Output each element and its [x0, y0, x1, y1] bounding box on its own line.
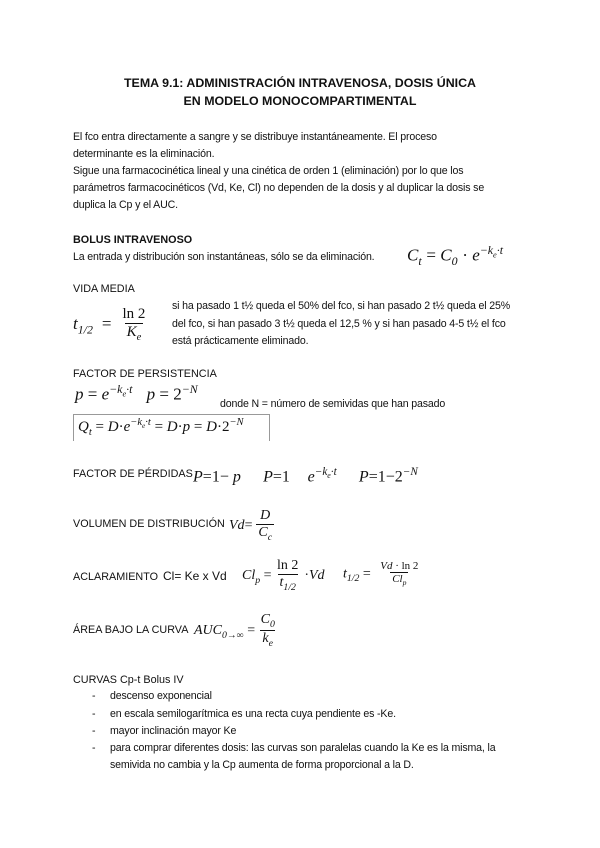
persistencia-heading: FACTOR DE PERSISTENCIA [73, 368, 217, 380]
bolus-formula: $C_t = C_0 \cdot e^{-k_e\cdot t}$ [407, 243, 504, 269]
intro-line-2: determinante es la eliminación. [73, 148, 215, 160]
persistencia-note: donde N = número de semividas que han pasado [220, 398, 446, 410]
page-subtitle: EN MODELO MONOCOMPARTIMENTAL [183, 94, 417, 108]
aclaramiento-heading: ACLARAMIENTO [73, 571, 158, 583]
bullet-dash: - [92, 725, 96, 737]
bullet-dash: - [92, 742, 96, 754]
volumen-heading: VOLUMEN DE DISTRIBUCIÓN [73, 518, 225, 530]
curvas-item-2: en escala semilogarítmica es una recta cuya pendiente es -Ke. [110, 708, 396, 720]
q-formula: $Q_t = D\cdot e^{-k_e\cdot t} = D\cdot p = D\cdot 2^{-N}$ [78, 417, 244, 438]
aclaramiento-formula-text: Cl= Ke x Vd [163, 569, 227, 583]
curvas-item-1: descenso exponencial [110, 690, 212, 702]
bullet-dash: - [92, 708, 96, 720]
intro-line-1: El fco entra directamente a sangre y se distribuye instantáneamente. El proceso [73, 131, 437, 143]
auc-formula: $AUC_{0\to\infty}$ = $\frac{C_0}{k_e}$ [194, 612, 275, 649]
vida-media-line-3: está prácticamente eliminado. [172, 335, 309, 347]
curvas-item-3: mayor inclinación mayor Ke [110, 725, 237, 737]
vida-media-line-2: del fco, si han pasado 3 t½ queda el 12,5 % y si han pasado 4-5 t½ el fco [172, 318, 506, 330]
curvas-heading: CURVAS Cp-t Bolus IV [73, 674, 184, 686]
intro-line-5: duplica la Cp y el AUC. [73, 199, 178, 211]
perdidas-heading: FACTOR DE PÉRDIDAS [73, 468, 193, 480]
intro-line-3: Sigue una farmacocinética lineal y una cinética de orden 1 (eliminación) por lo que los [73, 165, 464, 177]
bolus-heading: BOLUS INTRAVENOSO [73, 234, 193, 246]
half-life-formula: $t_{1/2}$ = $\frac{\ln 2}{K_e}$ [73, 306, 146, 343]
half-life-from-cl-formula: $t_{1/2}$ = $\frac{Vd \cdot \ln 2}{Cl_p}$ [343, 560, 419, 588]
page-title: TEMA 9.1: ADMINISTRACIÓN INTRAVENOSA, DOSIS ÚNICA [123, 76, 476, 90]
bullet-dash: - [92, 690, 96, 702]
losses-formula: P=1− p P=1 $e^{-k_e\cdot t}$ $P=1-2^{-N}$ [193, 466, 418, 486]
bolus-text: La entrada y distribución son instantáneas, sólo se da eliminación. [73, 251, 375, 263]
vida-media-heading: VIDA MEDIA [73, 283, 135, 295]
volume-formula: Vd= $\frac{D}{C_c}$ [229, 508, 273, 543]
clearance-formula: $Cl_p$ = $\frac{\ln 2}{t_{1/2}}$ ·Vd [242, 558, 325, 593]
area-heading: ÁREA BAJO LA CURVA [73, 624, 189, 636]
curvas-item-4: para comprar diferentes dosis: las curvas son paralelas cuando la Ke es la misma, la [110, 742, 496, 754]
intro-line-4: parámetros farmacocinéticos (Vd, Ke, Cl) no dependen de la dosis y al duplicar la dosis se [73, 182, 485, 194]
vida-media-line-1: si ha pasado 1 t½ queda el 50% del fco, si han pasado 2 t½ queda el 25% [172, 300, 511, 312]
persistence-formula: $p = e^{-k_e\cdot t}$ $p = 2^{-N}$ [75, 382, 198, 404]
curvas-item-4-cont: semivida no cambia y la Cp aumenta de forma proporcional a la D. [110, 759, 414, 771]
